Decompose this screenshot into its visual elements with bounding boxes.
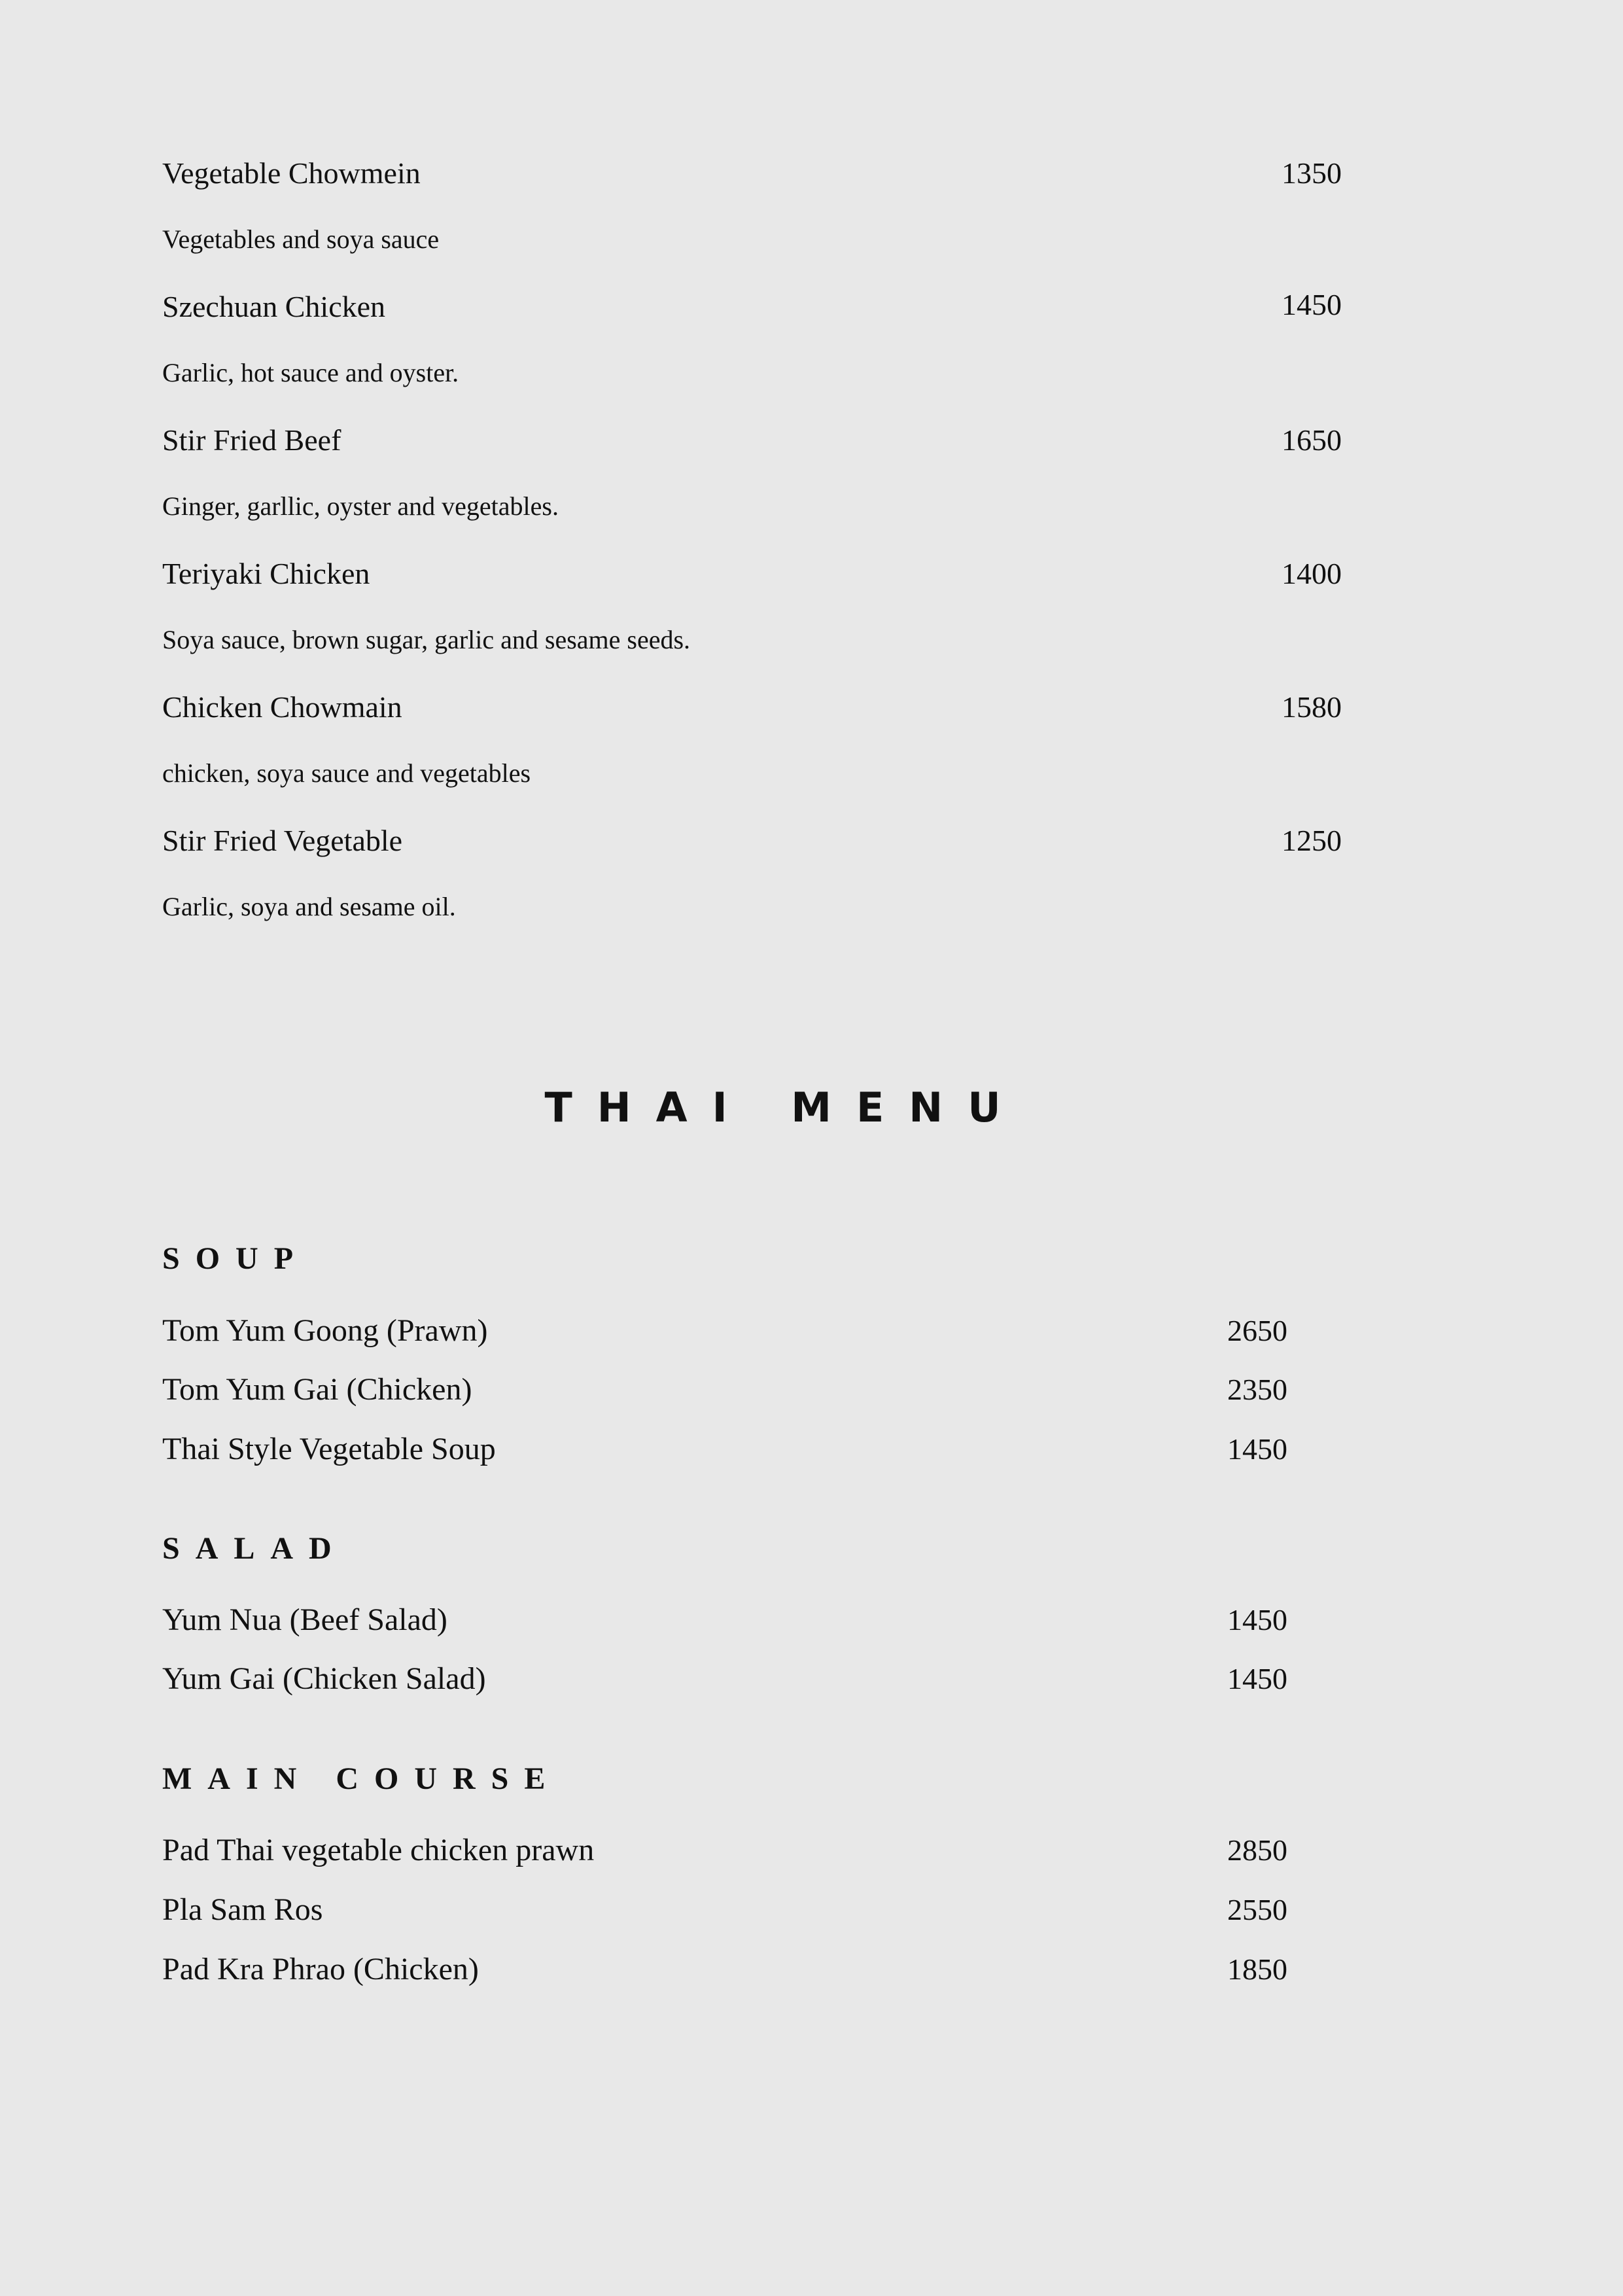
item-name: Vegetable Chowmein [162, 156, 421, 190]
item-description: Vegetables and soya sauce [162, 224, 440, 254]
item-name: Tom Yum Goong (Prawn) [162, 1313, 488, 1348]
item-description: Garlic, hot sauce and oyster. [162, 358, 459, 387]
item-price: 1250 [1282, 824, 1342, 857]
item-price: 1580 [1282, 690, 1342, 724]
item-price: 2850 [1227, 1833, 1287, 1867]
item-price: 1350 [1282, 156, 1342, 190]
item-description: Soya sauce, brown sugar, garlic and sesame seeds. [162, 625, 691, 654]
item-name: Pla Sam Ros [162, 1892, 323, 1927]
item-price: 1650 [1282, 423, 1342, 457]
section-heading-main-course: MAIN COURSE [162, 1761, 561, 1796]
item-price: 1450 [1227, 1662, 1287, 1695]
item-price: 2350 [1227, 1373, 1287, 1406]
item-name: Yum Gai (Chicken Salad) [162, 1661, 486, 1696]
item-description: Ginger, garllic, oyster and vegetables. [162, 491, 559, 521]
item-description: Garlic, soya and sesame oil. [162, 892, 456, 921]
item-price: 1450 [1227, 1432, 1287, 1466]
section-heading-soup: SOUP [162, 1241, 309, 1276]
item-name: Thai Style Vegetable Soup [162, 1432, 496, 1466]
item-price: 1450 [1227, 1603, 1287, 1636]
item-name: Pad Kra Phrao (Chicken) [162, 1952, 479, 1987]
item-name: Stir Fried Beef [162, 423, 341, 457]
item-description: chicken, soya sauce and vegetables [162, 758, 531, 788]
item-name: Yum Nua (Beef Salad) [162, 1602, 447, 1637]
item-name: Tom Yum Gai (Chicken) [162, 1372, 472, 1407]
item-price: 2650 [1227, 1314, 1287, 1347]
item-price: 1850 [1227, 1952, 1287, 1986]
item-name: Teriyaki Chicken [162, 557, 370, 590]
item-price: 1450 [1282, 288, 1342, 321]
item-name: Szechuan Chicken [162, 290, 386, 323]
item-name: Stir Fried Vegetable [162, 824, 403, 857]
section-heading-salad: SALAD [162, 1531, 347, 1566]
item-price: 2550 [1227, 1893, 1287, 1926]
item-name: Chicken Chowmain [162, 690, 402, 724]
item-name: Pad Thai vegetable chicken prawn [162, 1833, 595, 1867]
thai-menu-title: THAI MENU [544, 1084, 1026, 1131]
item-price: 1400 [1282, 557, 1342, 590]
